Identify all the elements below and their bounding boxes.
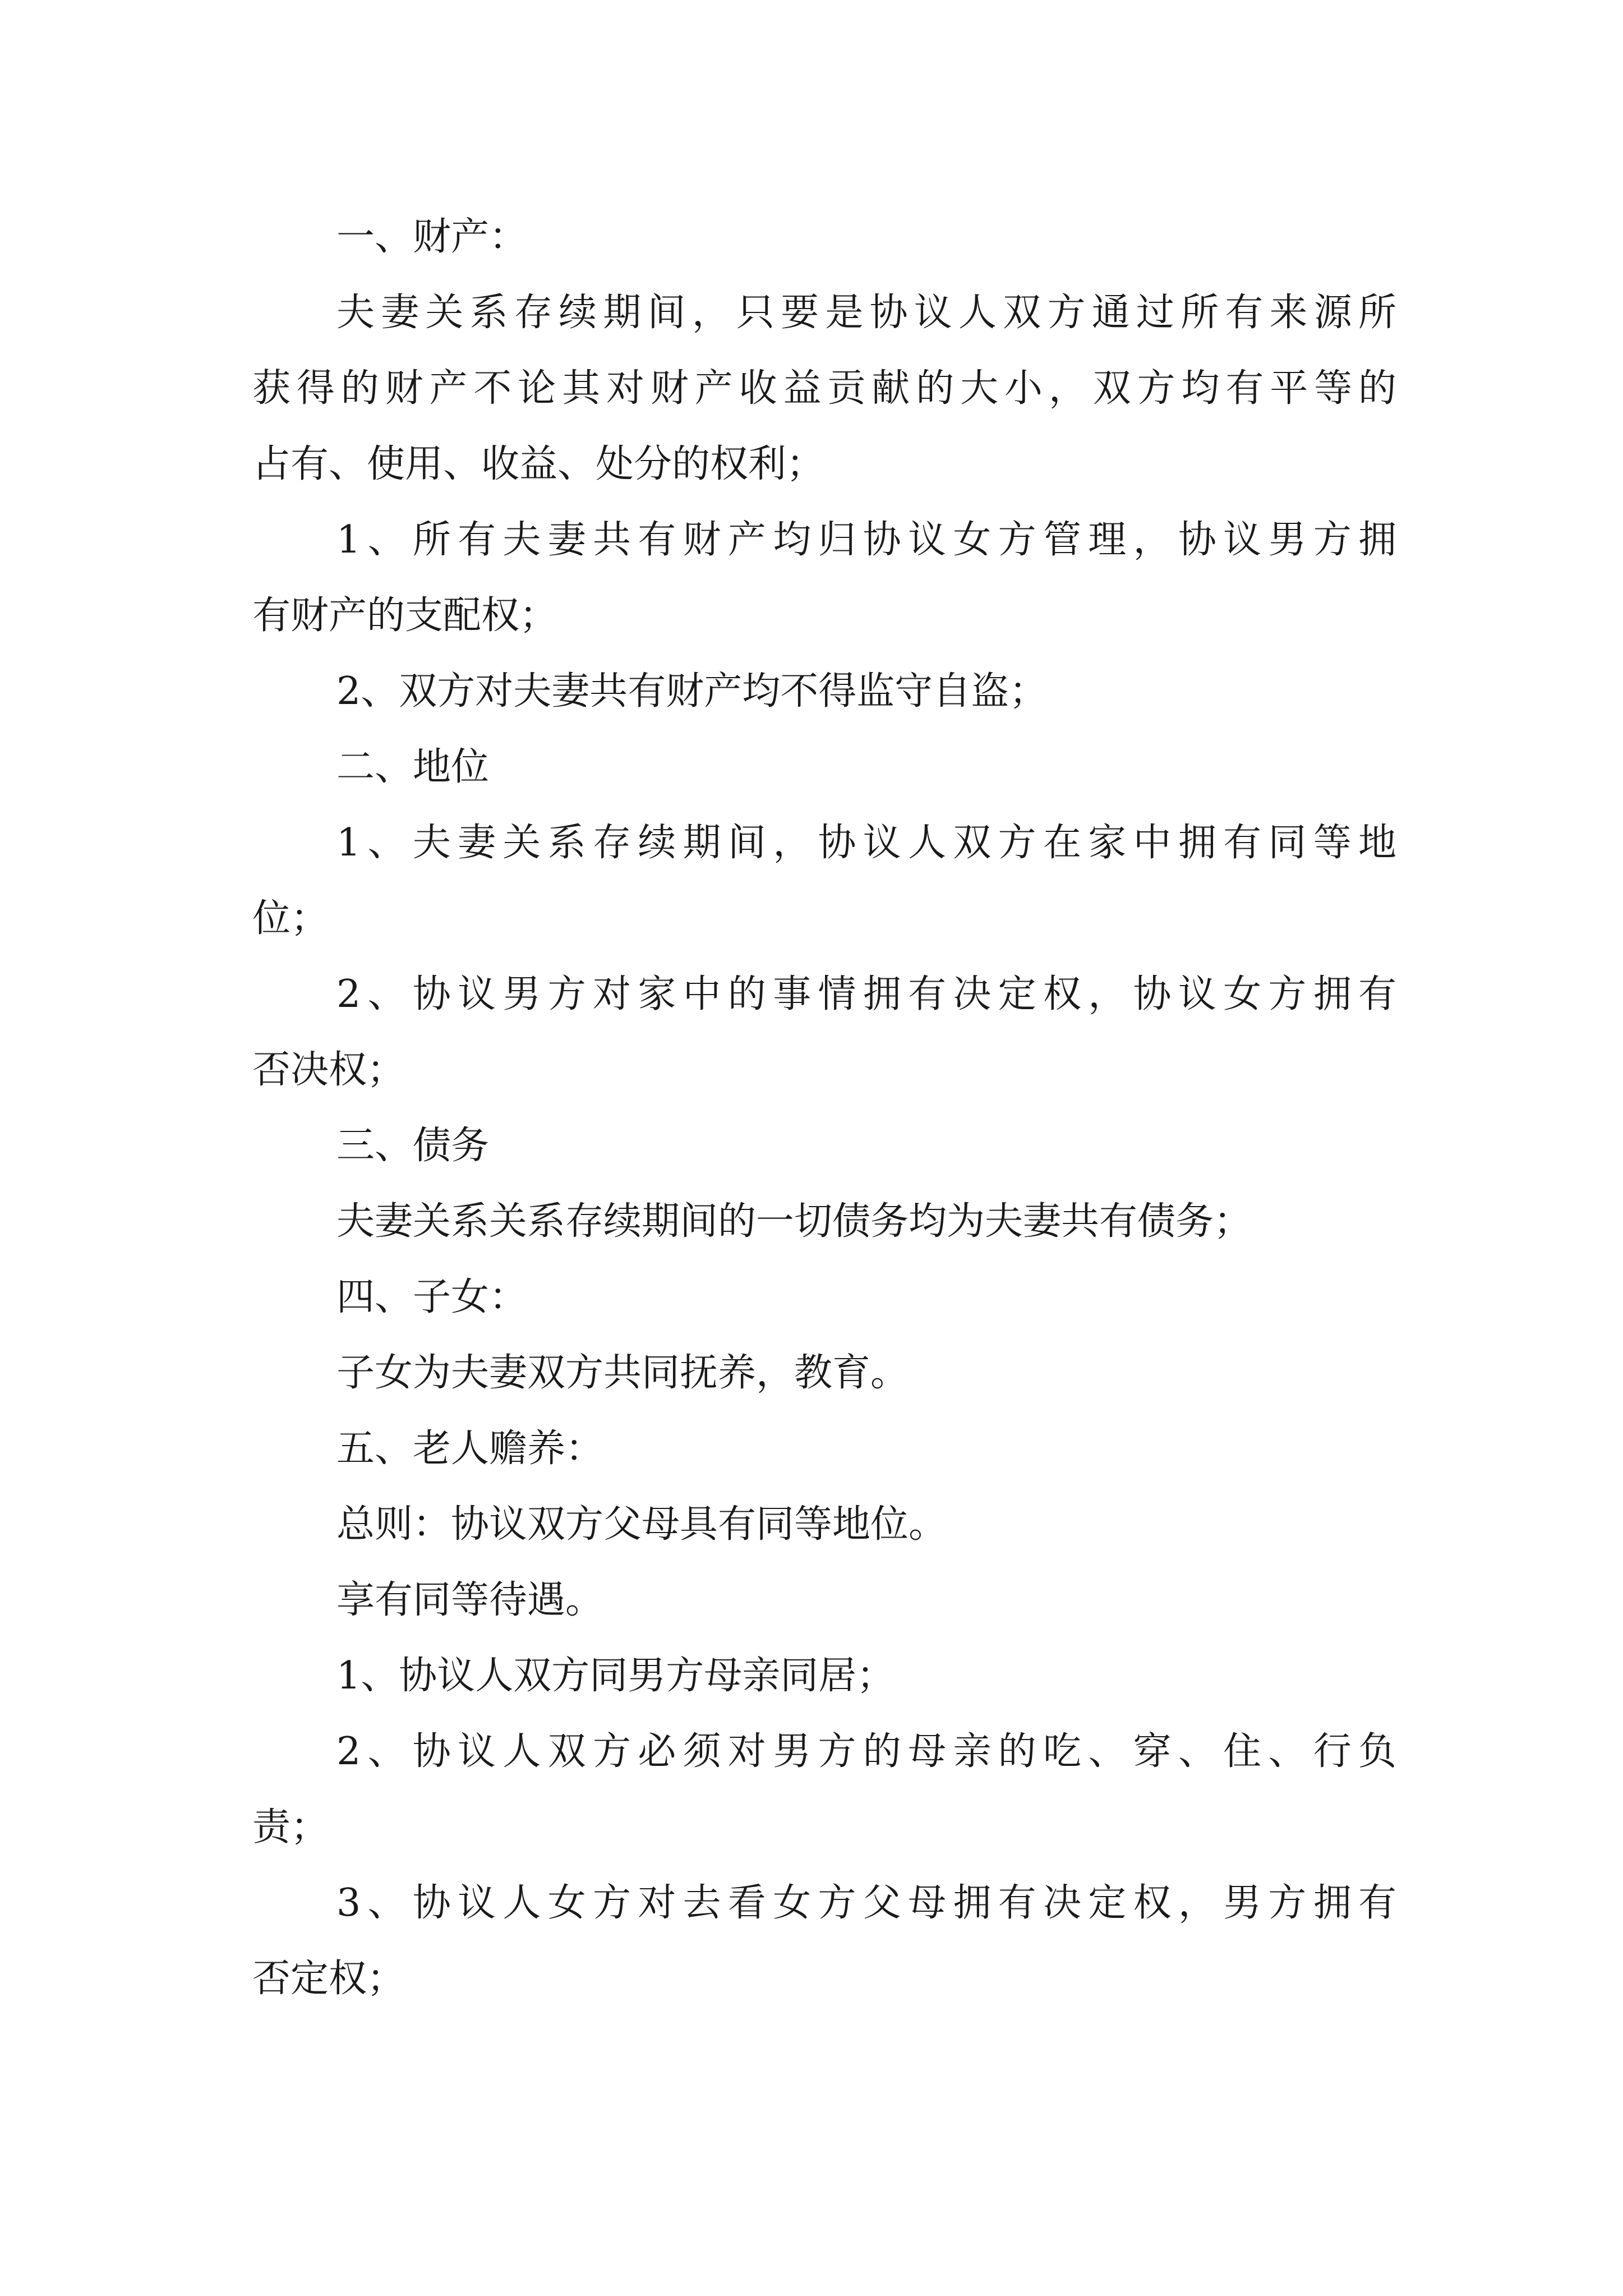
paragraph-line: 2、双方对夫妻共有财产均不得监守自盗； <box>336 669 1048 714</box>
paragraph-line: 责； <box>252 1805 329 1849</box>
paragraph-line: 3、协议人女方对去看女方父母拥有决定权，男方拥有 <box>336 1881 1396 1925</box>
paragraph-line: 2、协议男方对家中的事情拥有决定权，协议女方拥有 <box>336 972 1396 1016</box>
paragraph-line: 占有、使用、收益、处分的权利； <box>252 442 825 486</box>
heading-debt: 三、债务 <box>336 1124 490 1168</box>
paragraph-line: 位； <box>252 896 329 941</box>
paragraph-line: 否决权； <box>252 1048 405 1092</box>
paragraph-line: 2、协议人双方必须对男方的母亲的吃、穿、住、行负 <box>336 1729 1396 1774</box>
paragraph-line: 子女为夫妻双方共同抚养，教育。 <box>336 1351 909 1395</box>
heading-elder-support: 五、老人赡养： <box>336 1427 604 1471</box>
heading-status: 二、地位 <box>336 745 490 789</box>
paragraph-line: 1、夫妻关系存续期间，协议人双方在家中拥有同等地 <box>336 821 1396 865</box>
paragraph-line: 总则：协议双方父母具有同等地位。 <box>336 1502 947 1547</box>
paragraph-line: 获得的财产不论其对财产收益贡献的大小，双方均有平等的 <box>252 366 1396 411</box>
paragraph-line: 夫妻关系存续期间，只要是协议人双方通过所有来源所 <box>336 291 1396 335</box>
paragraph-line: 1、所有夫妻共有财产均归协议女方管理，协议男方拥 <box>336 518 1396 562</box>
paragraph-line: 享有同等待遇。 <box>336 1578 604 1622</box>
paragraph-line: 否定权； <box>252 1957 405 2001</box>
heading-children: 四、子女： <box>336 1275 528 1319</box>
paragraph-line: 有财产的支配权； <box>252 593 558 638</box>
heading-property: 一、财产： <box>336 215 528 259</box>
paragraph-line: 夫妻关系关系存续期间的一切债务均为夫妻共有债务； <box>336 1199 1252 1244</box>
paragraph-line: 1、协议人双方同男方母亲同居； <box>336 1654 895 1698</box>
